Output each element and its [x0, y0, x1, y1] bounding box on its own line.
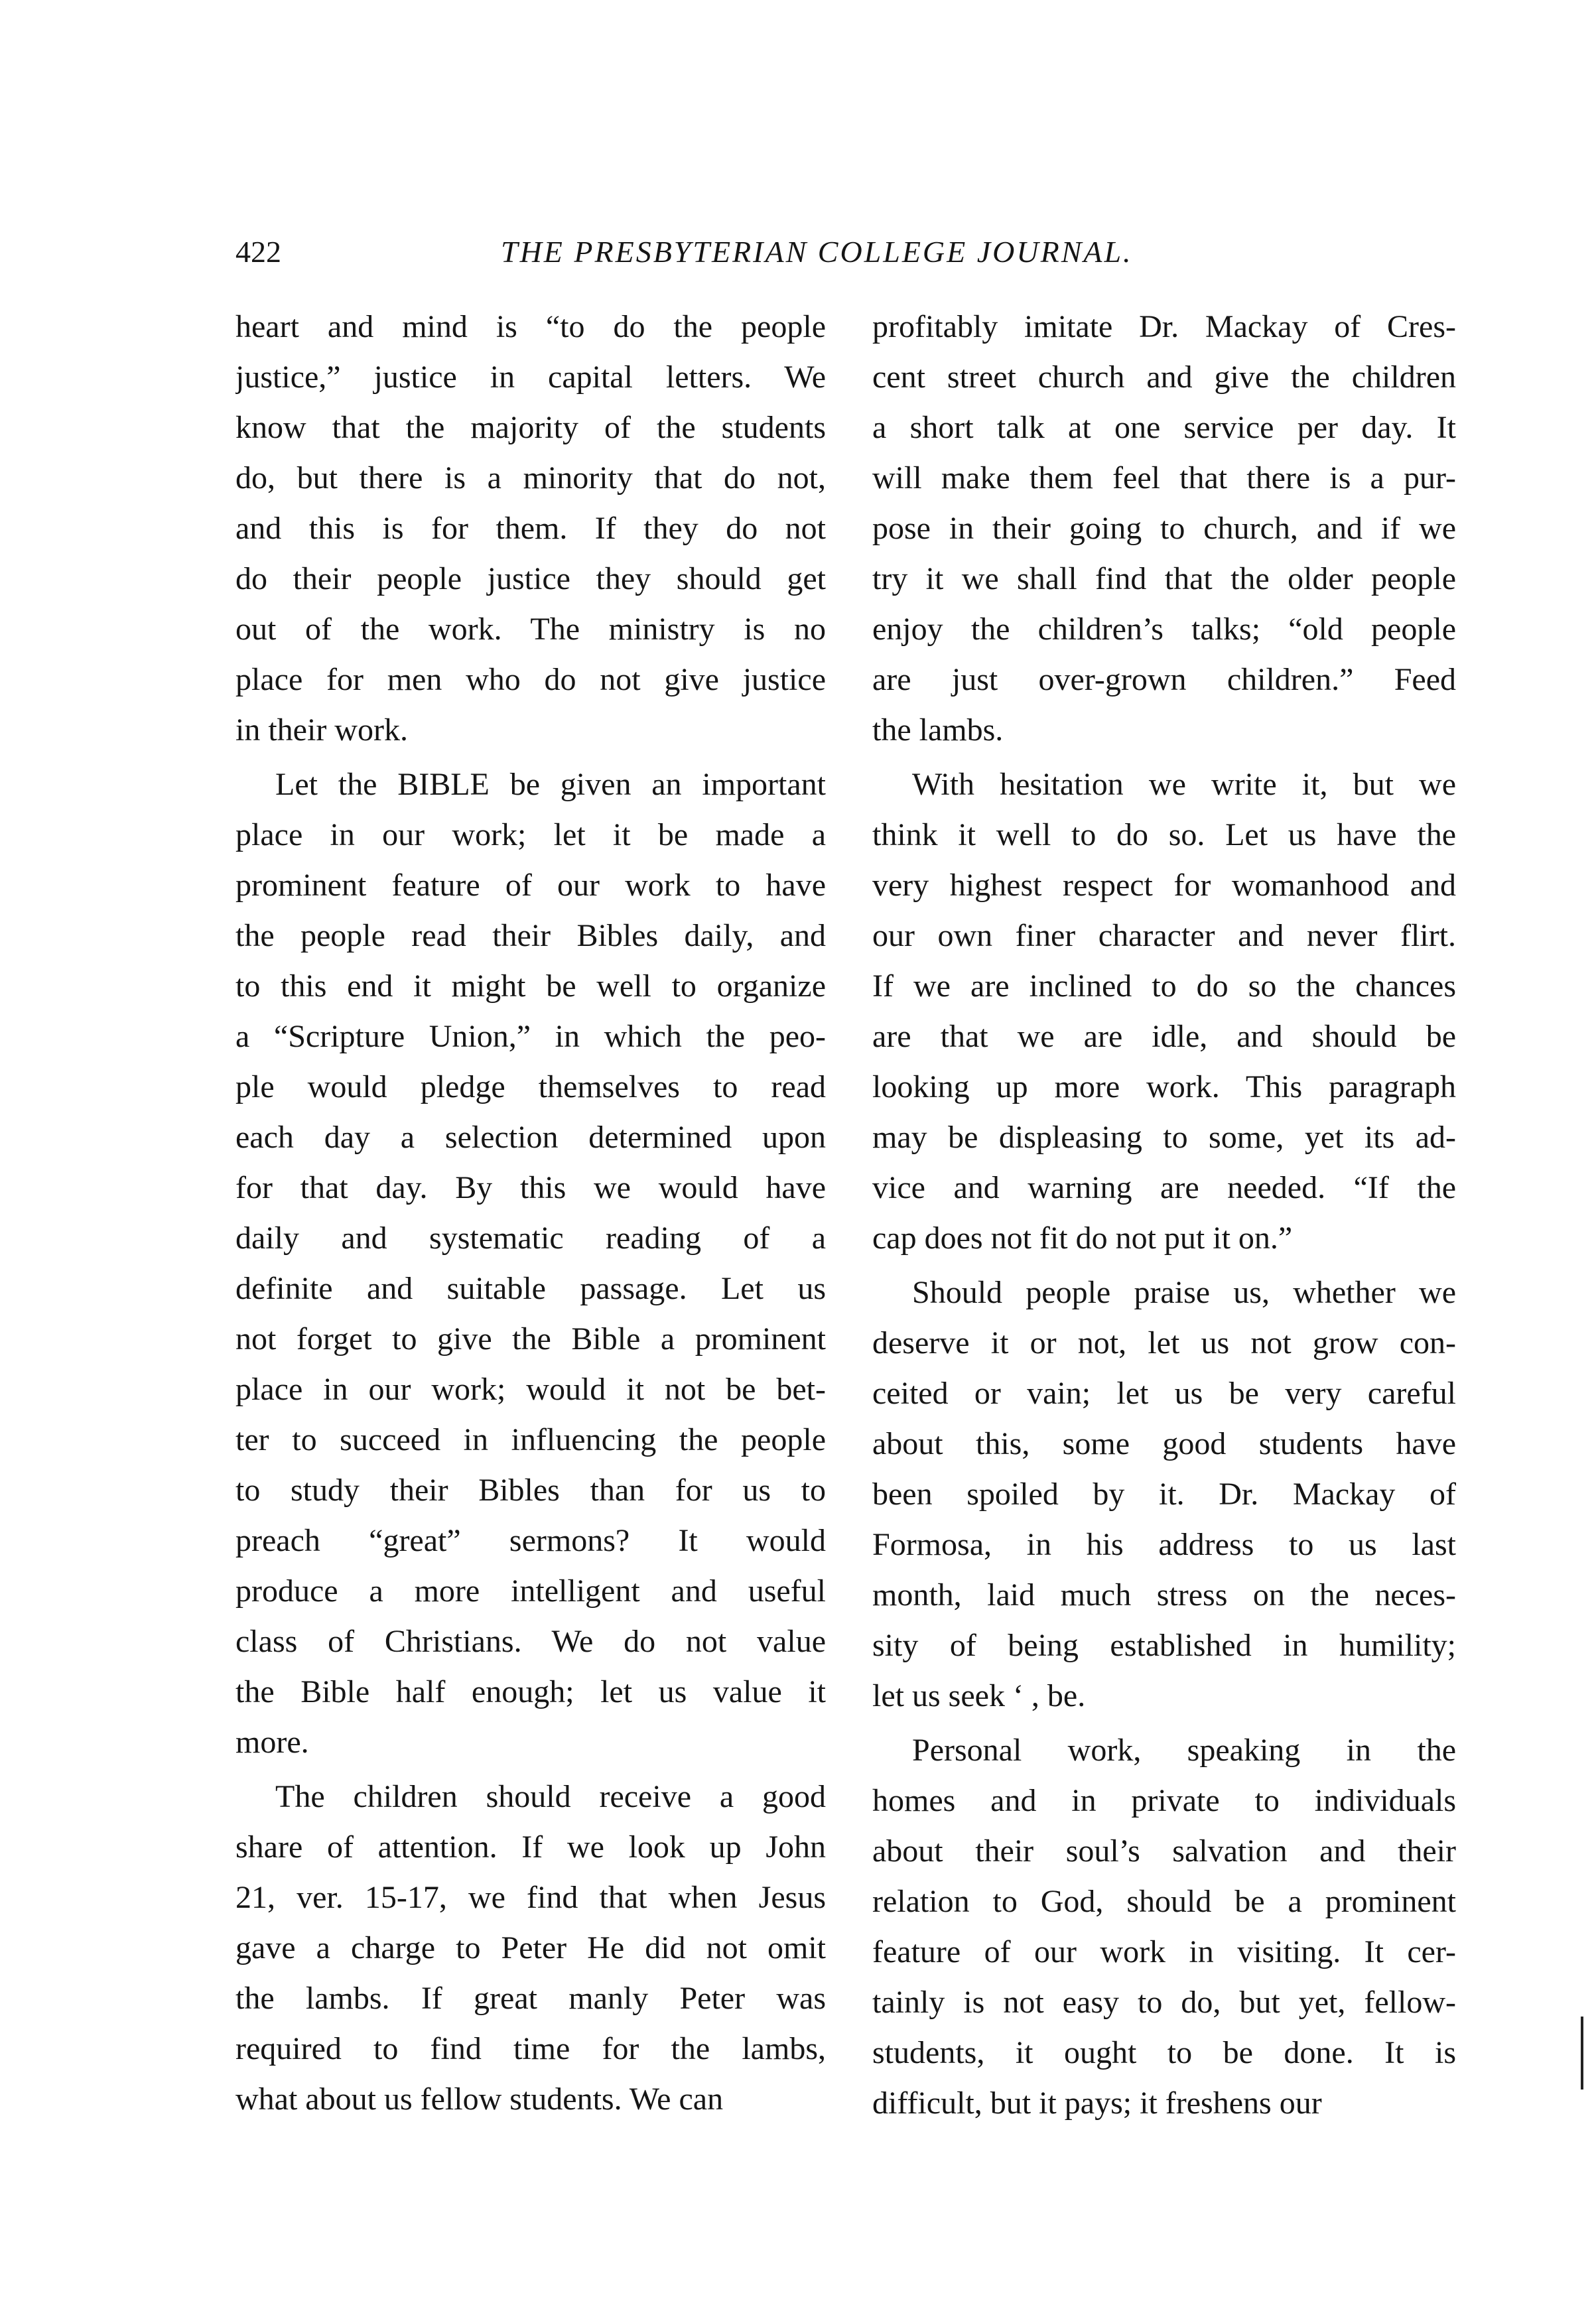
text-line: heart and mind is “to do the people — [235, 309, 826, 344]
margin-mark — [1581, 2017, 1583, 2090]
text-line: Formosa, in his address to us last — [872, 1527, 1456, 1562]
text-line: ceited or vain; let us be very careful — [872, 1376, 1456, 1411]
text-line: the lambs. — [872, 712, 1004, 748]
text-line: been spoiled by it. Dr. Mackay of — [872, 1477, 1456, 1512]
paragraph-humility — [872, 1268, 1456, 1721]
text-line: and this is for them. If they do not — [235, 511, 826, 546]
text-line: to study their Bibles than for us to — [235, 1473, 826, 1508]
text-line: looking up more work. This paragraph — [872, 1069, 1456, 1104]
paragraph-lambs — [872, 302, 1456, 756]
text-line: do, but there is a minority that do not, — [235, 460, 826, 496]
text-line: what about us fellow students. We can — [235, 2082, 724, 2117]
text-line: a “Scripture Union,” in which the peo- — [235, 1019, 826, 1054]
text-line: daily and systematic reading of a — [235, 1221, 826, 1256]
text-line: month, laid much stress on the neces- — [872, 1577, 1456, 1613]
text-line: let us seek ‘ , be. — [872, 1678, 1086, 1713]
text-line: required to find time for the lambs, — [235, 2031, 826, 2066]
text-line: in their work. — [235, 712, 408, 748]
text-line: think it well to do so. Let us have the — [872, 817, 1456, 852]
text-line: the people read their Bibles daily, and — [235, 918, 826, 953]
text-line: enjoy the children’s talks; “old people — [872, 612, 1456, 647]
paragraph-hesitation — [872, 760, 1456, 1264]
text-line: Personal work, speaking in the — [912, 1733, 1456, 1768]
text-line: will make them feel that there is a pur- — [872, 460, 1456, 496]
text-line: If we are inclined to do so the chances — [872, 968, 1456, 1004]
left-column — [235, 302, 826, 2125]
text-line: homes and in private to individuals — [872, 1783, 1456, 1818]
paragraph-bible — [235, 760, 826, 1768]
text-line: profitably imitate Dr. Mackay of Cres- — [872, 309, 1456, 344]
text-line: our own finer character and never flirt. — [872, 918, 1456, 953]
text-line: very highest respect for womanhood and — [872, 868, 1456, 903]
text-line: the Bible half enough; let us value it — [235, 1674, 826, 1709]
text-line: place in our work; let it be made a — [235, 817, 826, 852]
text-line: about their soul’s salvation and their — [872, 1833, 1456, 1869]
paragraph-children — [235, 1772, 826, 2125]
text-line: Should people praise us, whether we — [912, 1275, 1456, 1310]
text-line: to this end it might be well to organize — [235, 968, 826, 1004]
journal-title: THE PRESBYTERIAN COLLEGE JOURNAL. — [501, 235, 1133, 269]
text-line: 21, ver. 15-17, we find that when Jesus — [235, 1880, 826, 1915]
text-line: preach “great” sermons? It would — [235, 1523, 826, 1558]
text-line: justice,” justice in capital letters. We — [235, 360, 826, 395]
text-line: feature of our work in visiting. It cer- — [872, 1934, 1456, 1969]
text-line: The children should receive a good — [275, 1779, 826, 1814]
text-line: prominent feature of our work to have — [235, 868, 826, 903]
text-line: difficult, but it pays; it freshens our — [872, 2086, 1322, 2121]
text-line: try it we shall find that the older people — [872, 561, 1456, 596]
text-line: more. — [235, 1725, 309, 1760]
text-line: cent street church and give the children — [872, 360, 1456, 395]
text-line: With hesitation we write it, but we — [912, 767, 1456, 802]
text-line: students, it ought to be done. It is — [872, 2035, 1456, 2070]
text-line: a short talk at one service per day. It — [872, 410, 1456, 445]
text-line: about this, some good students have — [872, 1426, 1456, 1461]
text-line: produce a more intelligent and useful — [235, 1573, 826, 1609]
text-line: out of the work. The ministry is no — [235, 612, 826, 647]
text-line: not forget to give the Bible a prominent — [235, 1321, 826, 1357]
text-line: are just over-grown children.” Feed — [872, 662, 1456, 697]
text-line: place for men who do not give justice — [235, 662, 826, 697]
text-line: vice and warning are needed. “If the — [872, 1170, 1456, 1205]
text-line: do their people justice they should get — [235, 561, 826, 596]
text-line: tainly is not easy to do, but yet, fellow- — [872, 1985, 1456, 2020]
text-line: share of attention. If we look up John — [235, 1829, 826, 1865]
text-line: know that the majority of the students — [235, 410, 826, 445]
text-line: class of Christians. We do not value — [235, 1624, 826, 1659]
text-line: are that we are idle, and should be — [872, 1019, 1456, 1054]
paragraph-justice — [235, 302, 826, 756]
text-line: relation to God, should be a prominent — [872, 1884, 1456, 1919]
text-line: deserve it or not, let us not grow con- — [872, 1325, 1456, 1361]
text-line: place in our work; would it not be bet- — [235, 1372, 826, 1407]
text-line: may be displeasing to some, yet its ad- — [872, 1120, 1456, 1155]
text-line: Let the BIBLE be given an important — [275, 767, 826, 802]
text-line: ter to succeed in influencing the people — [235, 1422, 826, 1457]
text-line: pose in their going to church, and if we — [872, 511, 1456, 546]
right-column — [872, 302, 1456, 2129]
page-number: 422 — [235, 235, 281, 269]
text-line: cap does not fit do not put it on.” — [872, 1221, 1293, 1256]
running-head — [235, 232, 1247, 279]
text-line: for that day. By this we would have — [235, 1170, 826, 1205]
text-line: sity of being established in humility; — [872, 1628, 1456, 1663]
text-line: the lambs. If great manly Peter was — [235, 1981, 826, 2016]
text-line: ple would pledge themselves to read — [235, 1069, 826, 1104]
paragraph-personal-work — [872, 1725, 1456, 2129]
text-line: definite and suitable passage. Let us — [235, 1271, 826, 1306]
text-line: gave a charge to Peter He did not omit — [235, 1930, 826, 1965]
text-line: each day a selection determined upon — [235, 1120, 826, 1155]
